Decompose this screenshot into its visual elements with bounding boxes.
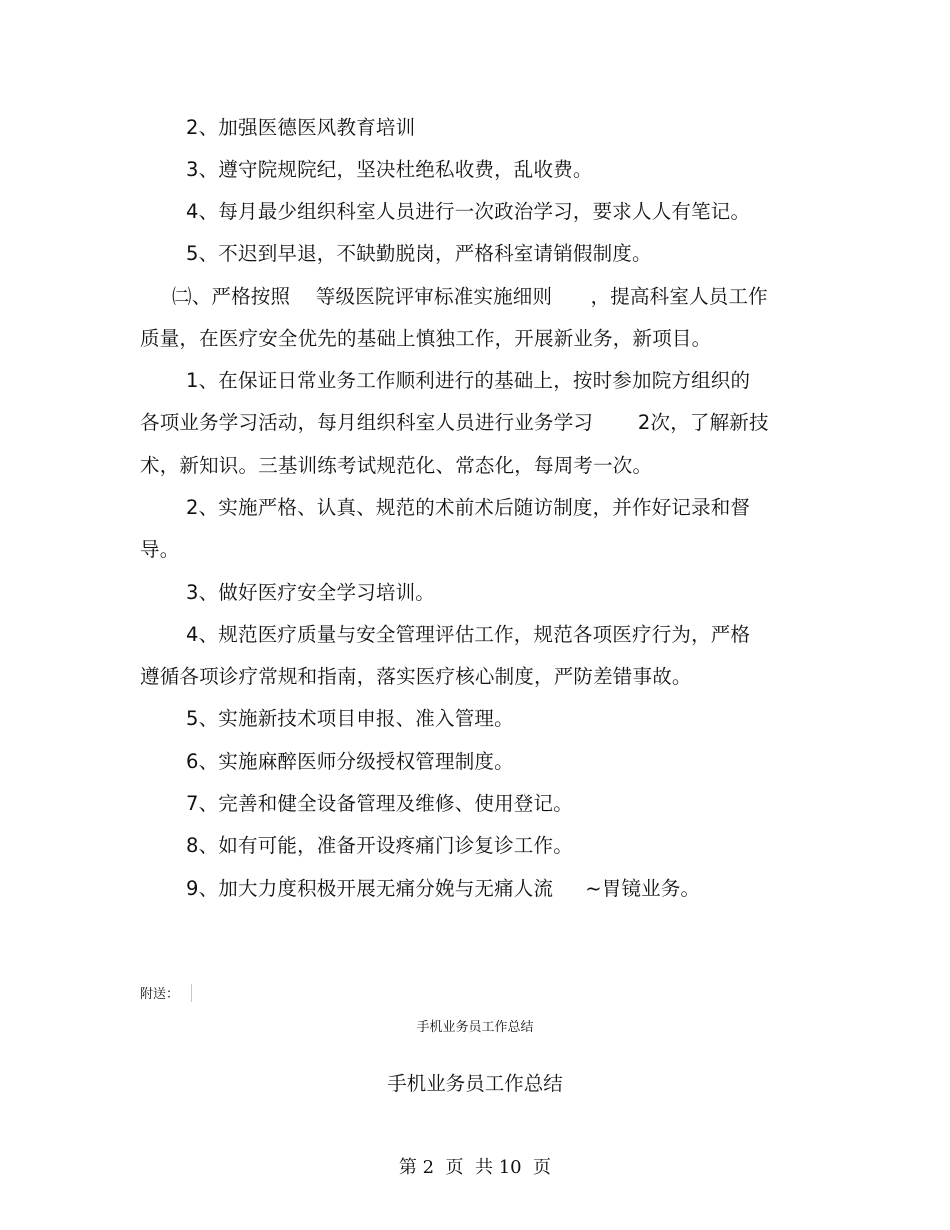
body-line: 导。 (140, 538, 180, 561)
body-line: 术，新知识。三基训练考试规范化、常态化，每周考一次。 (140, 454, 653, 477)
body-line: 质量，在医疗安全优先的基础上慎独工作，开展新业务，新项目。 (140, 327, 712, 350)
body-line: 各项业务学习活动，每月组织科室人员进行业务学习 2次，了解新技 (140, 411, 769, 434)
attachment-note (140, 983, 192, 1002)
body-line: 5、实施新技术项目申报、准入管理。 (186, 707, 514, 730)
body-line: 3、遵守院规院纪，坚决杜绝私收费，乱收费。 (186, 158, 593, 181)
body-line: 6、实施麻醉医师分级授权管理制度。 (186, 750, 514, 773)
attachment-divider (191, 984, 192, 1002)
page-footer: 第 2 页 共 10 页 (398, 1157, 552, 1178)
body-line: 4、每月最少组织科室人员进行一次政治学习，要求人人有笔记。 (186, 200, 751, 223)
body-line: 1、在保证日常业务工作顺利进行的基础上，按时参加院方组织的 (186, 369, 751, 392)
attachment-label: 附送： (140, 987, 180, 1002)
body-line: 9、加大力度积极开展无痛分娩与无痛人流 ~胃镜业务。 (186, 877, 701, 900)
attachment-small-title: 手机业务员工作总结 (416, 1020, 534, 1035)
body-line: 7、完善和健全设备管理及维修、使用登记。 (186, 792, 573, 815)
body-line: 5、不迟到早退，不缺勤脱岗，严格科室请销假制度。 (186, 242, 652, 265)
body-line: 3、做好医疗安全学习培训。 (186, 581, 436, 604)
body-line: 4、规范医疗质量与安全管理评估工作，规范各项医疗行为，严格 (186, 623, 751, 646)
body-line: 2、加强医德医风教育培训 (186, 116, 416, 139)
body-line: ㈡、严格按照 等级医院评审标准实施细则 ，提高科室人员工作 (172, 285, 768, 308)
body-line: 2、实施严格、认真、规范的术前术后随访制度，并作好记录和督 (186, 496, 751, 519)
body-line: 遵循各项诊疗常规和指南，落实医疗核心制度，严防差错事故。 (140, 665, 692, 688)
body-line: 8、如有可能，准备开设疼痛门诊复诊工作。 (186, 834, 573, 857)
attachment-title: 手机业务员工作总结 (387, 1072, 563, 1095)
